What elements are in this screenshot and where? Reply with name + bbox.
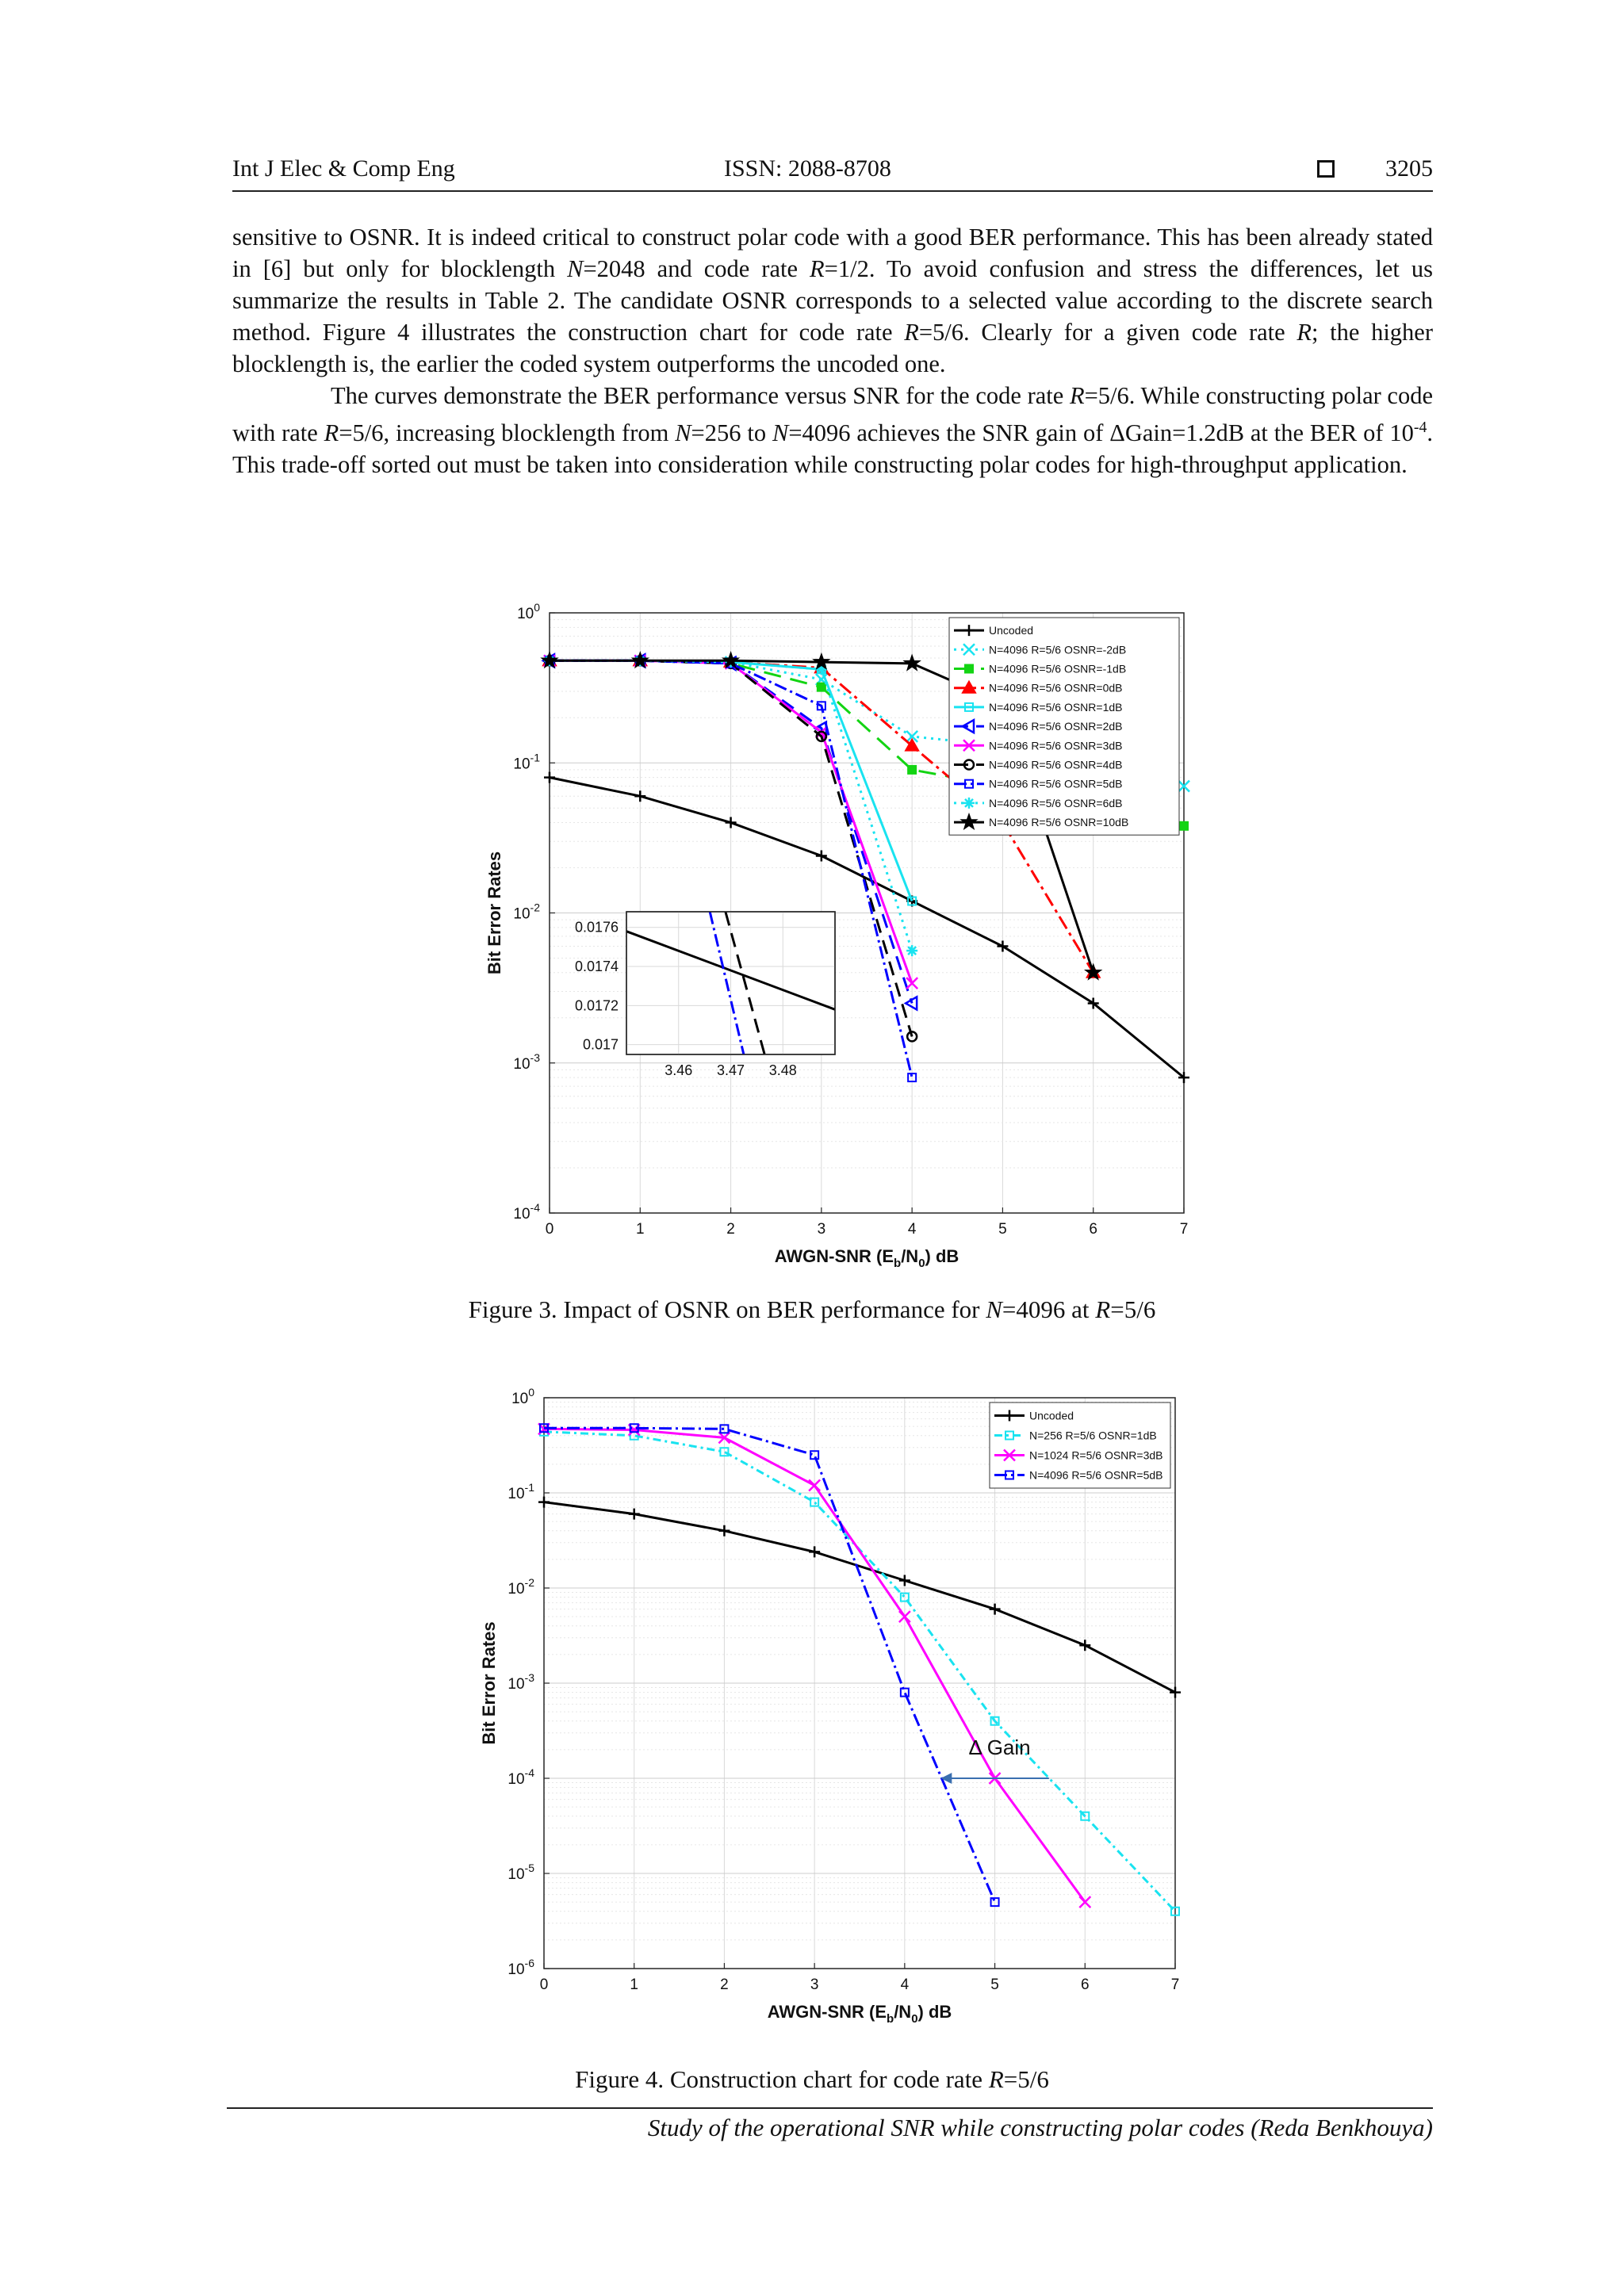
- y-tick-label: $10^{-1}$: [513, 751, 540, 773]
- inset-x-tick-label: 3.46: [665, 1062, 693, 1078]
- inset-x-tick-label: 3.48: [768, 1062, 797, 1078]
- legend-marker: [963, 798, 975, 809]
- x-tick-label: 3: [817, 1221, 826, 1238]
- legend-label: N=4096 R=5/6 OSNR=6dB: [989, 796, 1123, 809]
- y-tick-label: $10^{-3}$: [508, 1671, 534, 1693]
- x-tick-label: 7: [1179, 1221, 1189, 1238]
- x-tick-label: 4: [907, 1221, 917, 1238]
- square-bullet-icon: [1317, 160, 1335, 178]
- x-axis-label: AWGN-SNR $(E_b/N_0)$ dB: [774, 1246, 959, 1270]
- y-axis-label: Bit Error Rates: [479, 1621, 499, 1745]
- footer-rule: [227, 2107, 1433, 2109]
- inset-y-tick-label: 0.0174: [574, 959, 619, 975]
- legend-label: N=1024 R=5/6 OSNR=3dB: [1029, 1448, 1163, 1462]
- y-tick-label: $10^{-4}$: [508, 1766, 534, 1788]
- figure-4-caption: Figure 4. Construction chart for code rate R=5/6: [575, 2065, 1049, 2093]
- legend-label: N=4096 R=5/6 OSNR=-2dB: [989, 643, 1127, 656]
- y-tick-label: $10^{-2}$: [508, 1576, 534, 1598]
- x-tick-label: 1: [635, 1221, 645, 1238]
- legend-label: N=4096 R=5/6 OSNR=0dB: [989, 681, 1123, 695]
- inset-y-tick-label: 0.017: [582, 1036, 619, 1053]
- data-point: [818, 683, 825, 691]
- figure-3: [476, 591, 1205, 1272]
- legend-label: Uncoded: [989, 624, 1034, 637]
- legend-label: N=4096 R=5/6 OSNR=1dB: [989, 700, 1123, 714]
- legend: [949, 618, 1179, 835]
- y-axis-label: Bit Error Rates: [485, 851, 504, 975]
- running-header: [232, 155, 1433, 192]
- x-tick-label: 1: [630, 1976, 639, 1993]
- x-tick-label: 0: [545, 1221, 554, 1238]
- data-point: [1180, 822, 1188, 830]
- paragraph: The curves demonstrate the BER performance versus SNR for the code rate R=5/6. While constructing polar code with rate R=5/6, increasing blocklength from N=256 to N=4096 achieves the SNR gain of ΔGain=1.2dB at the BER of $10^{-4}$. This trade-off sorted out must be taken into consideration while constructing polar codes for high-throughput application.: [232, 382, 1433, 479]
- y-tick-label: $10^0$: [517, 601, 540, 622]
- x-tick-label: 5: [990, 1976, 999, 1993]
- journal-name: Int J Elec & Comp Eng: [232, 155, 455, 182]
- inset-y-tick-label: 0.0172: [574, 997, 619, 1014]
- y-tick-label: $10^{-4}$: [513, 1201, 540, 1223]
- x-tick-label: 0: [539, 1976, 549, 1993]
- legend-label: N=256 R=5/6 OSNR=1dB: [1029, 1429, 1157, 1442]
- y-tick-label: $10^0$: [511, 1386, 534, 1407]
- y-tick-label: $10^{-6}$: [508, 1957, 534, 1978]
- gain-annotation: Δ Gain: [968, 1735, 1031, 1759]
- issn: ISSN: 2088-8708: [724, 155, 891, 182]
- y-tick-label: $10^{-5}$: [508, 1862, 534, 1883]
- body-text: [232, 221, 1433, 480]
- data-point: [906, 945, 917, 956]
- legend-label: N=4096 R=5/6 OSNR=2dB: [989, 720, 1123, 733]
- x-tick-label: 4: [900, 1976, 910, 1993]
- x-tick-label: 7: [1170, 1976, 1180, 1993]
- y-tick-label: $10^{-2}$: [513, 901, 540, 923]
- legend-marker: [965, 665, 973, 673]
- y-tick-label: $10^{-3}$: [513, 1050, 540, 1073]
- paragraph: sensitive to OSNR. It is indeed critical to construct polar code with a good BER performance. This has been already stated in [6] but only for blocklength N=2048 and code rate R=1/2. To avoid confusion and stress the differences, let us summarize the results in Table 2. The candidate OSNR corresponds to a selected value according to the discrete search method. Figure 4 illustrates the construction chart for code rate R=5/6. Clearly for a given code rate R; the higher blocklength is, the earlier the coded system outperforms the uncoded one.: [232, 224, 1434, 377]
- legend-label: N=4096 R=5/6 OSNR=10dB: [989, 816, 1129, 829]
- figure-3-caption: Figure 3. Impact of OSNR on BER performance for N=4096 at R=5/6: [468, 1295, 1156, 1323]
- inset-y-tick-label: 0.0176: [574, 919, 619, 936]
- legend-label: N=4096 R=5/6 OSNR=3dB: [989, 739, 1123, 752]
- x-tick-label: 6: [1089, 1221, 1098, 1238]
- figure-4-chart: [476, 1376, 1205, 2042]
- y-tick-label: $10^{-1}$: [508, 1481, 534, 1502]
- x-tick-label: 5: [998, 1221, 1007, 1238]
- inset-x-tick-label: 3.47: [716, 1062, 745, 1078]
- x-axis-label: AWGN-SNR $(E_b/N_0)$ dB: [767, 2002, 952, 2026]
- legend-label: N=4096 R=5/6 OSNR=-1dB: [989, 662, 1127, 675]
- legend-label: Uncoded: [1029, 1409, 1074, 1422]
- legend-label: N=4096 R=5/6 OSNR=5dB: [989, 777, 1123, 790]
- data-point: [908, 766, 916, 774]
- x-tick-label: 2: [720, 1976, 729, 1993]
- legend-label: N=4096 R=5/6 OSNR=5dB: [1029, 1468, 1163, 1482]
- x-tick-label: 3: [810, 1976, 819, 1993]
- legend: [990, 1402, 1170, 1488]
- x-tick-label: 2: [726, 1221, 735, 1238]
- legend-label: N=4096 R=5/6 OSNR=4dB: [989, 758, 1123, 771]
- figure-3-chart: [476, 591, 1205, 1272]
- page-number: 3205: [1385, 155, 1433, 182]
- figure-4: [476, 1376, 1205, 2042]
- running-footer: Study of the operational SNR while constructing polar codes (Reda Benkhouya): [647, 2114, 1433, 2141]
- x-tick-label: 6: [1080, 1976, 1090, 1993]
